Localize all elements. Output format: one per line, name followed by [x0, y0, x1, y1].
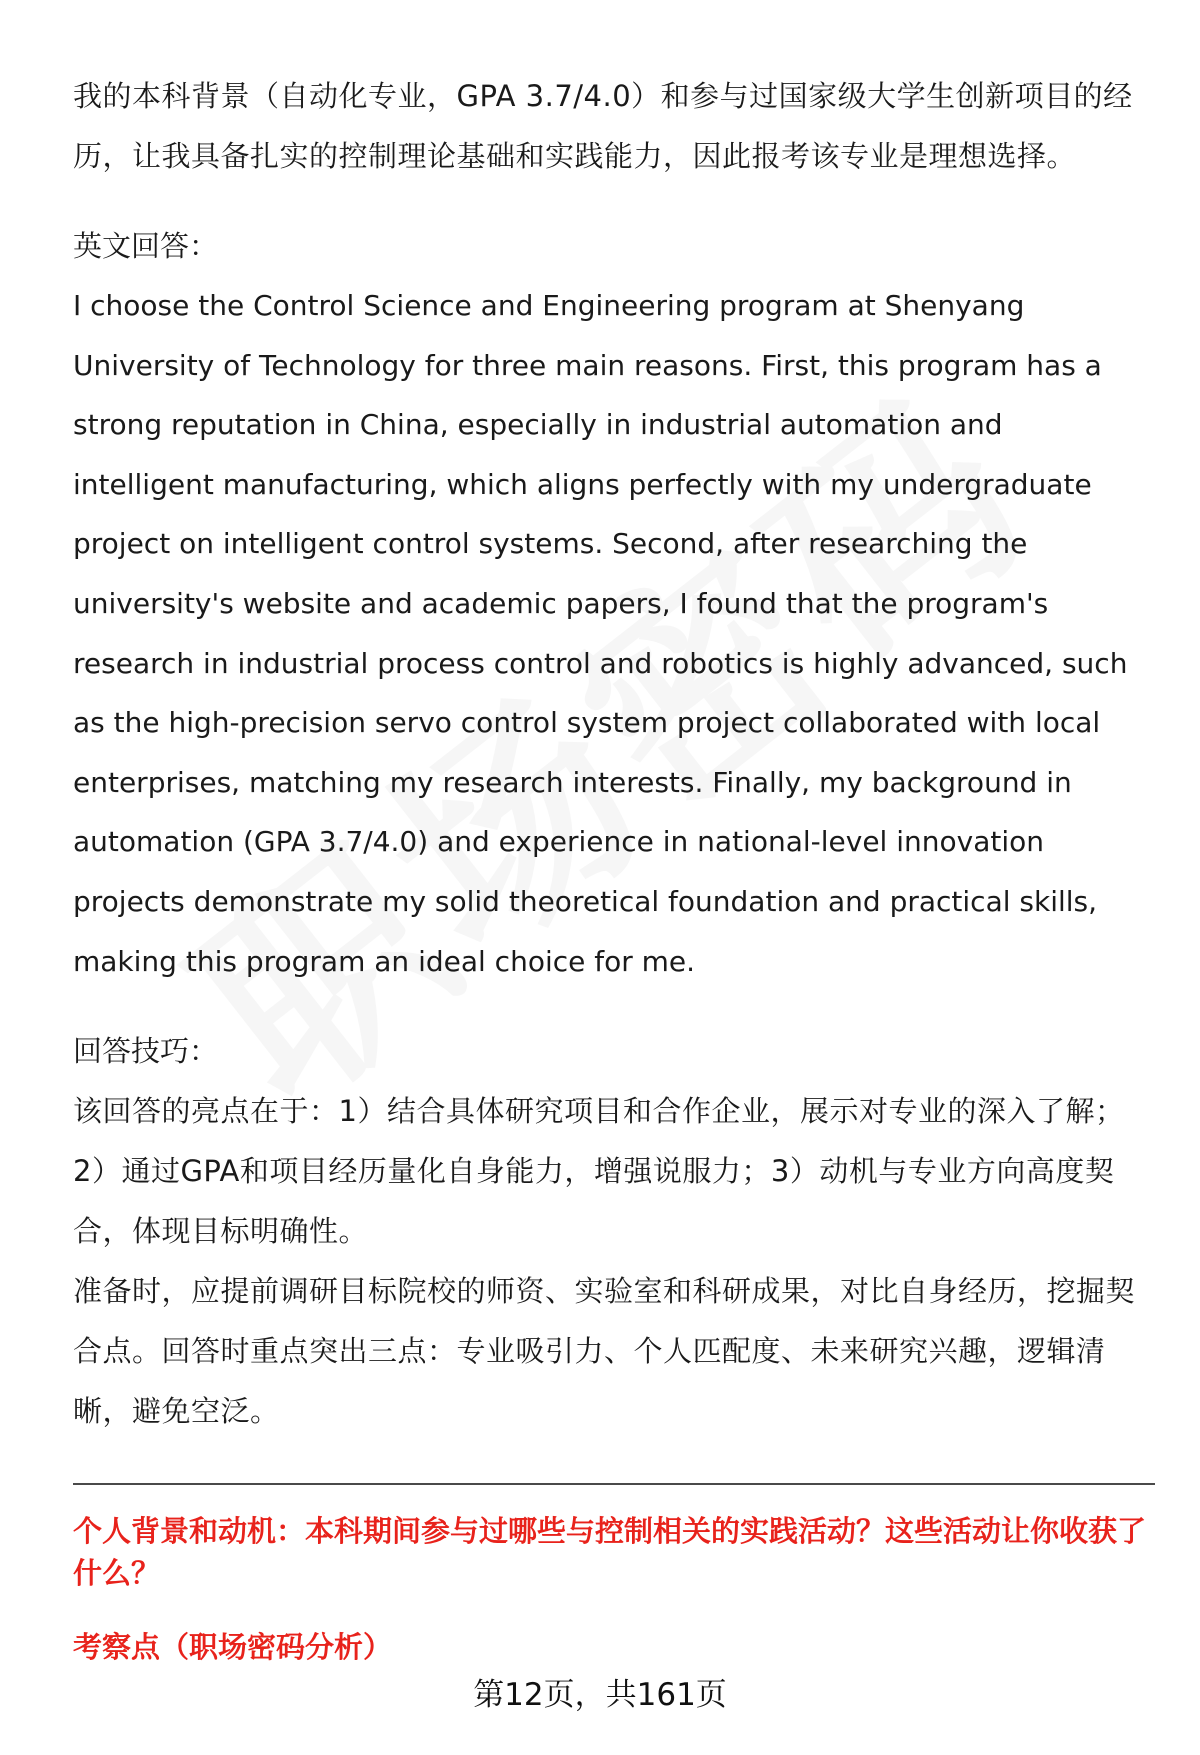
next-subheading: 考察点（职场密码分析）	[73, 1630, 393, 1664]
intro-paragraph: 我的本科背景（自动化专业，GPA 3.7/4.0）和参与过国家级大学生创新项目的经历，让我具备扎实的控制理论基础和实践能力，因此报考该专业是理想选择。	[73, 79, 1133, 173]
section-divider	[73, 1483, 1155, 1485]
tips-paragraph-2: 准备时，应提前调研目标院校的师资、实验室和科研成果，对比自身经历，挖掘契合点。回答时重点突出三点：专业吸引力、个人匹配度、未来研究兴趣，逻辑清晰，避免空泛。	[73, 1274, 1136, 1429]
next-question-heading: 个人背景和动机：本科期间参与过哪些与控制相关的实践活动？这些活动让你收获了什么？	[73, 1514, 1147, 1590]
tips-label: 回答技巧：	[73, 1034, 219, 1069]
english-answer-label: 英文回答：	[73, 229, 219, 263]
tips-paragraph-1: 该回答的亮点在于：1）结合具体研究项目和合作企业，展示对专业的深入了解；2）通过GPA和项目经历量化自身能力，增强说服力；3）动机与专业方向高度契合，体现目标明确性。	[73, 1094, 1125, 1249]
english-answer-text: I choose the Control Science and Engineering program at Shenyang University of Technology for three main reasons. First, this program has a strong reputation in China, especially in industrial automation and intelligent manufacturing, which aligns perfectly with my undergraduate project on intelligent control systems. Second, after researching the university's website and academic papers, I found that the program's research in industrial process control and robotics is highly advanced, such as the high-precision servo control system project collaborated with local enterprises, matching my research interests. Finally, my background in automation (GPA 3.7/4.0) and experience in national-level innovation projects demonstrate my solid theoretical foundation and practical skills, making this program an ideal choice for me.	[73, 289, 1128, 978]
page-content	[73, 66, 1153, 1441]
page-footer: 第12页，共161页	[473, 1677, 727, 1713]
